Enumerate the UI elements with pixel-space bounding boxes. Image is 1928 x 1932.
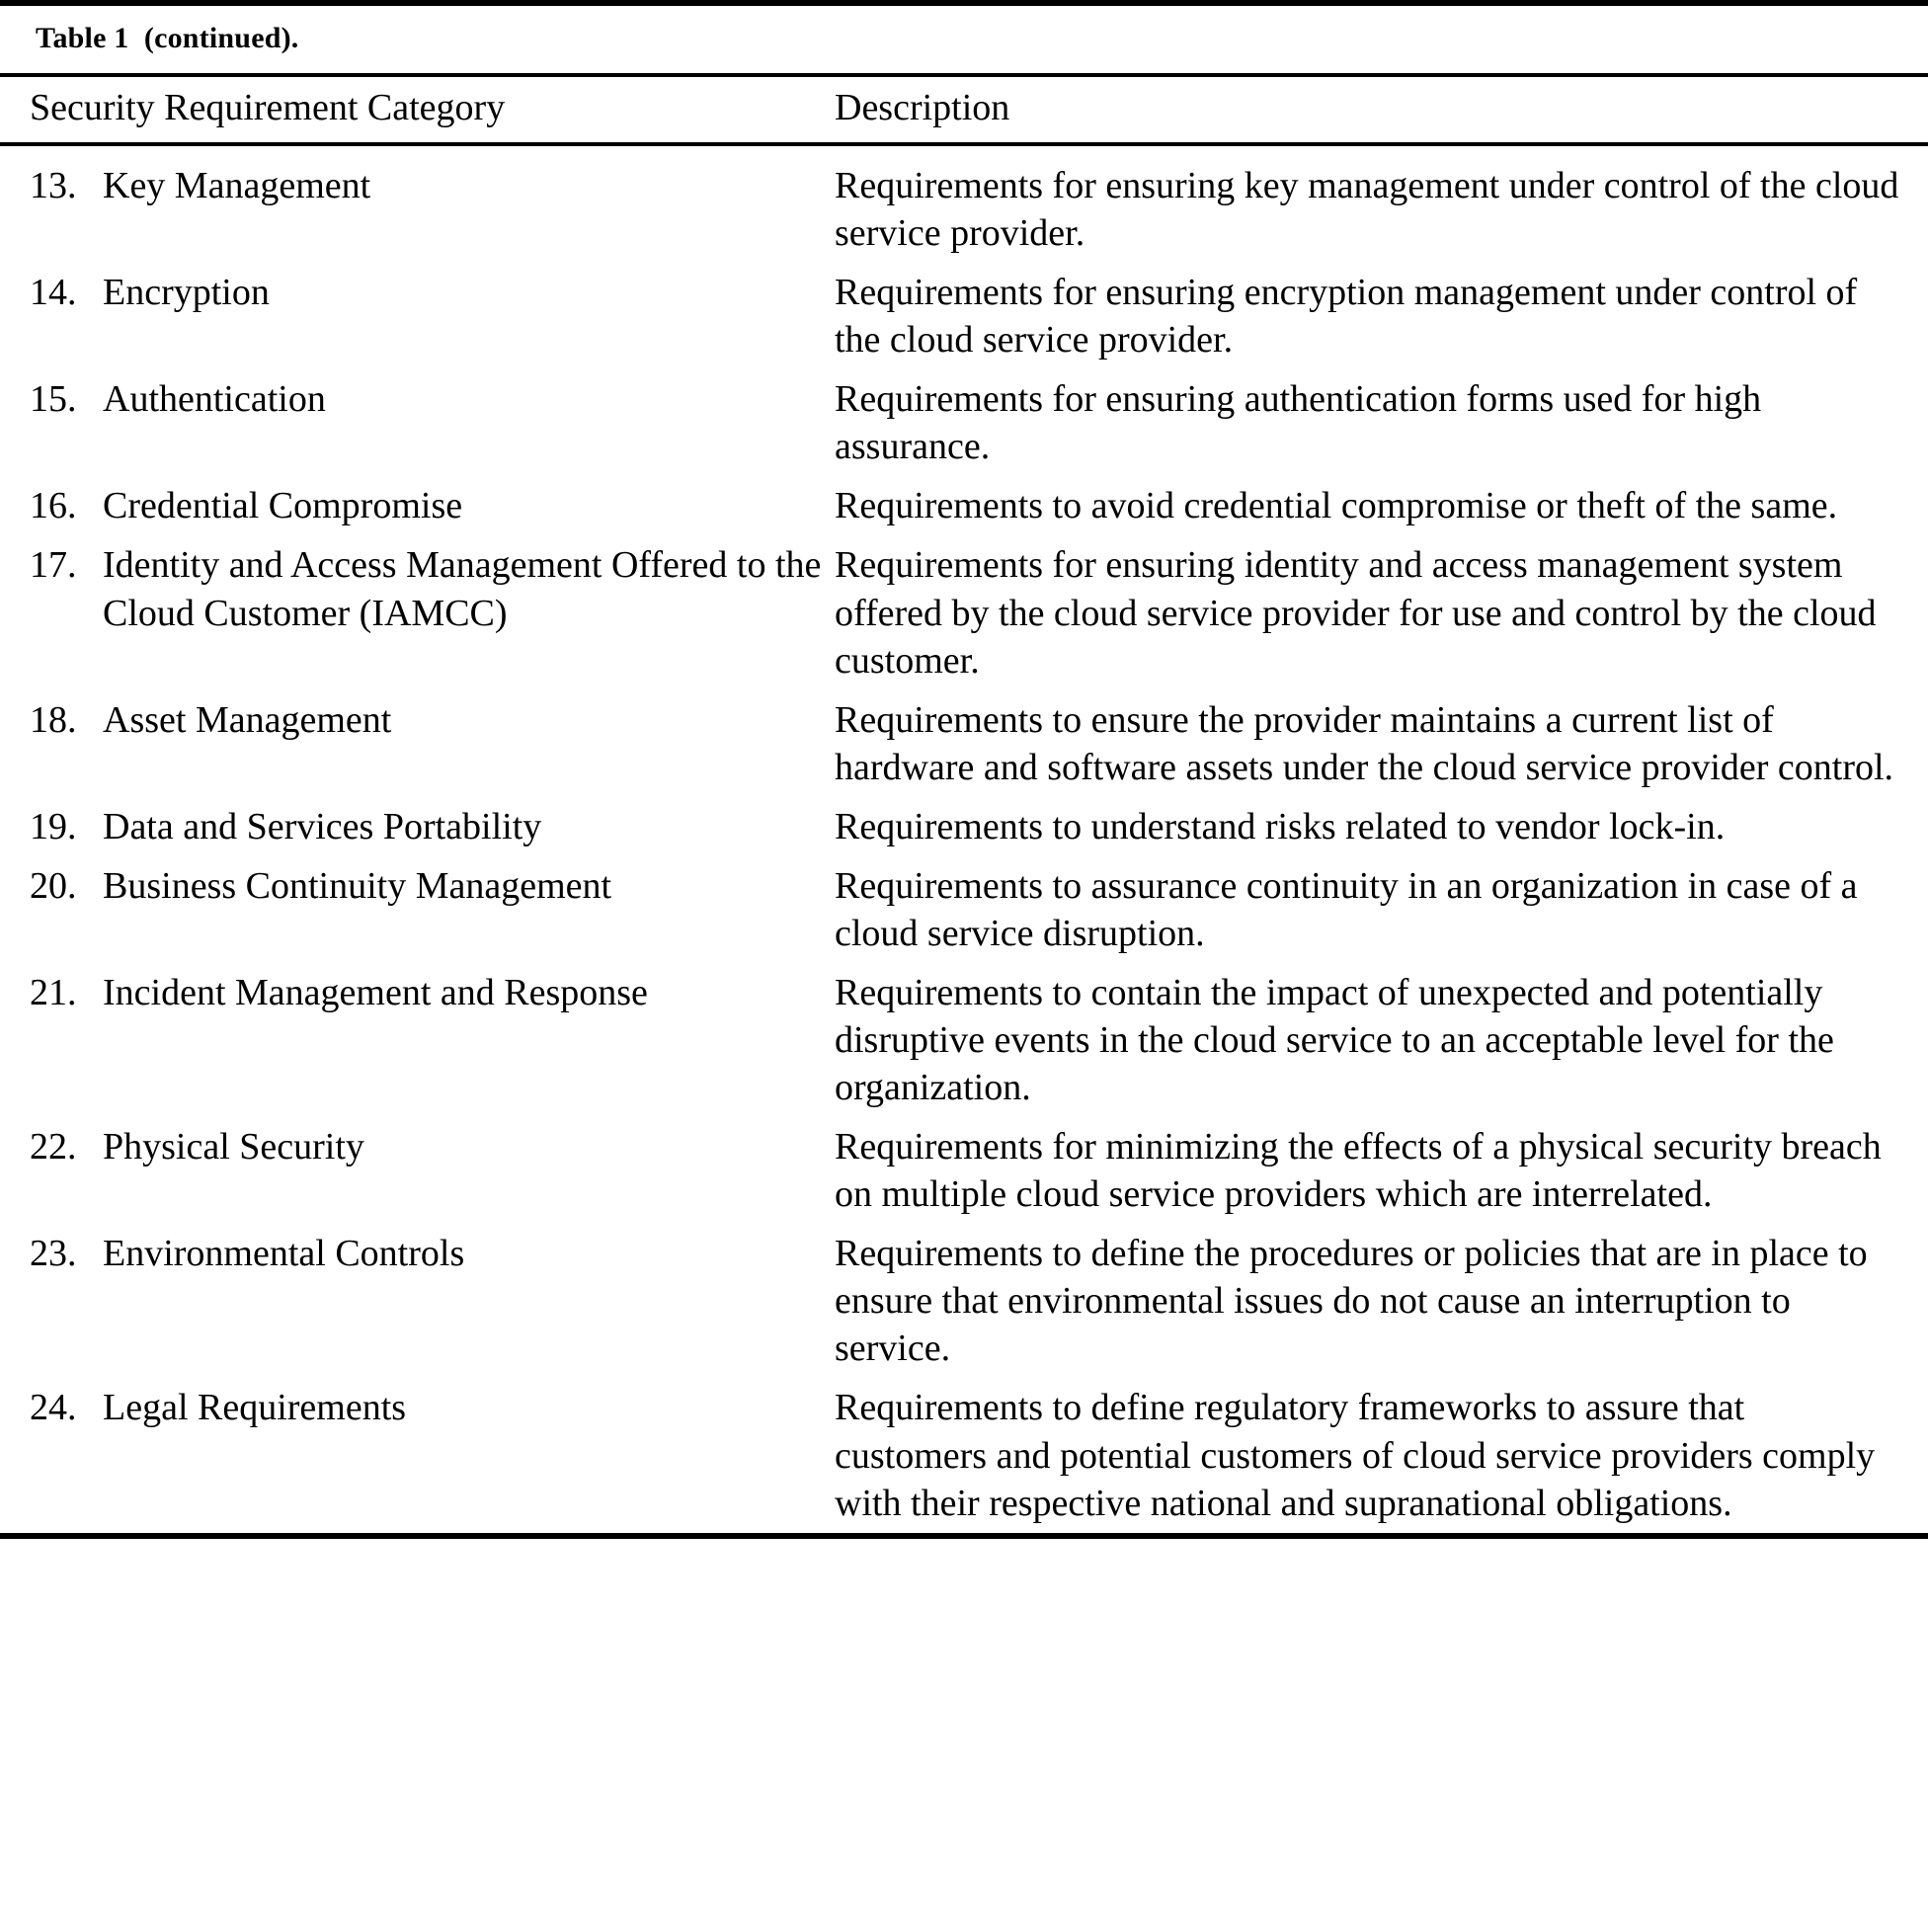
cell-description: Requirements for ensuring identity and access management system offered by the cloud service provider for use and control by the cloud customer. xyxy=(835,544,1877,682)
table-row xyxy=(0,263,1928,369)
row-category-label: Identity and Access Management Offered to the Cloud Customer (IAMCC) xyxy=(103,544,822,634)
cell-description: Requirements to define the procedures or policies that are in place to ensure that environmental issues do not cause an interruption to service. xyxy=(835,1233,1868,1370)
cell-description: Requirements for ensuring encryption management under control of the cloud service provider. xyxy=(835,272,1858,362)
cell-description: Requirements for ensuring key management under control of the cloud service provider. xyxy=(835,165,1899,255)
table-header-row xyxy=(0,77,1928,142)
row-category-label: Authentication xyxy=(103,378,326,421)
cell-category xyxy=(0,476,835,535)
table-row xyxy=(0,535,1928,689)
row-category-label: Incident Management and Response xyxy=(103,971,648,1013)
table-row xyxy=(0,1378,1928,1532)
column-header-category-label: Security Requirement Category xyxy=(30,87,506,128)
cell-description: Requirements to contain the impact of unexpected and potentially disruptive events in the cloud service to an acceptable level for the organization. xyxy=(835,971,1834,1109)
cell-category xyxy=(0,797,835,856)
table-row xyxy=(0,156,1928,263)
table-row xyxy=(0,690,1928,797)
row-category-label: Business Continuity Management xyxy=(103,864,612,907)
cell-category xyxy=(0,856,835,916)
cell-category xyxy=(0,1224,835,1283)
table-body xyxy=(0,146,1928,1533)
row-number: 22. xyxy=(30,1126,77,1168)
cell-description: Requirements to understand risks related to vendor lock-in. xyxy=(835,805,1726,847)
cell-category xyxy=(0,1117,835,1176)
row-category-label: Asset Management xyxy=(103,698,392,741)
row-category-label: Encryption xyxy=(103,272,270,314)
table-row xyxy=(0,1117,1928,1224)
cell-category xyxy=(0,535,835,642)
table-caption-continued: (continued). xyxy=(143,22,299,54)
row-number: 17. xyxy=(30,544,77,587)
cell-category xyxy=(0,963,835,1022)
cell-description: Requirements to define regulatory frameworks to assure that customers and potential customers of cloud service providers comply with their respective national and supranational obligations. xyxy=(835,1387,1876,1524)
row-number: 18. xyxy=(30,698,77,741)
table-caption xyxy=(0,6,1928,73)
row-number: 14. xyxy=(30,272,77,314)
cell-description: Requirements to assurance continuity in an organization in case of a cloud service disruption. xyxy=(835,864,1858,954)
cell-category xyxy=(0,263,835,322)
row-category-label: Data and Services Portability xyxy=(103,805,542,847)
row-category-label: Physical Security xyxy=(103,1126,364,1168)
table-row xyxy=(0,963,1928,1117)
row-number: 15. xyxy=(30,378,77,421)
cell-category xyxy=(0,156,835,215)
row-category-label: Environmental Controls xyxy=(103,1233,465,1275)
row-number: 23. xyxy=(30,1233,77,1275)
header-cell-description xyxy=(835,89,1928,126)
row-category-label: Legal Requirements xyxy=(103,1387,407,1429)
row-number: 19. xyxy=(30,805,77,847)
row-number: 20. xyxy=(30,864,77,907)
table-row xyxy=(0,369,1928,476)
table-row xyxy=(0,797,1928,856)
row-number: 24. xyxy=(30,1387,77,1429)
cell-description: Requirements to ensure the provider maintains a current list of hardware and software assets under the cloud service provider control. xyxy=(835,698,1894,788)
cell-category xyxy=(0,690,835,750)
table-row xyxy=(0,476,1928,535)
row-number: 21. xyxy=(30,971,77,1013)
row-category-label: Credential Compromise xyxy=(103,485,463,527)
column-header-description-label: Description xyxy=(835,87,1010,128)
table-caption-label: Table 1 xyxy=(36,22,129,54)
row-number: 13. xyxy=(30,165,77,206)
cell-description: Requirements to avoid credential compromise or theft of the same. xyxy=(835,485,1838,527)
cell-description: Requirements for ensuring authentication forms used for high assurance. xyxy=(835,378,1762,468)
table-row xyxy=(0,1224,1928,1378)
cell-category xyxy=(0,369,835,429)
header-cell-category xyxy=(0,89,835,126)
row-number: 16. xyxy=(30,485,77,527)
row-category-label: Key Management xyxy=(103,165,371,206)
cell-description: Requirements for minimizing the effects of a physical security breach on multiple cloud service providers which are interrelated. xyxy=(835,1126,1882,1216)
cell-category xyxy=(0,1378,835,1437)
table-row xyxy=(0,856,1928,963)
